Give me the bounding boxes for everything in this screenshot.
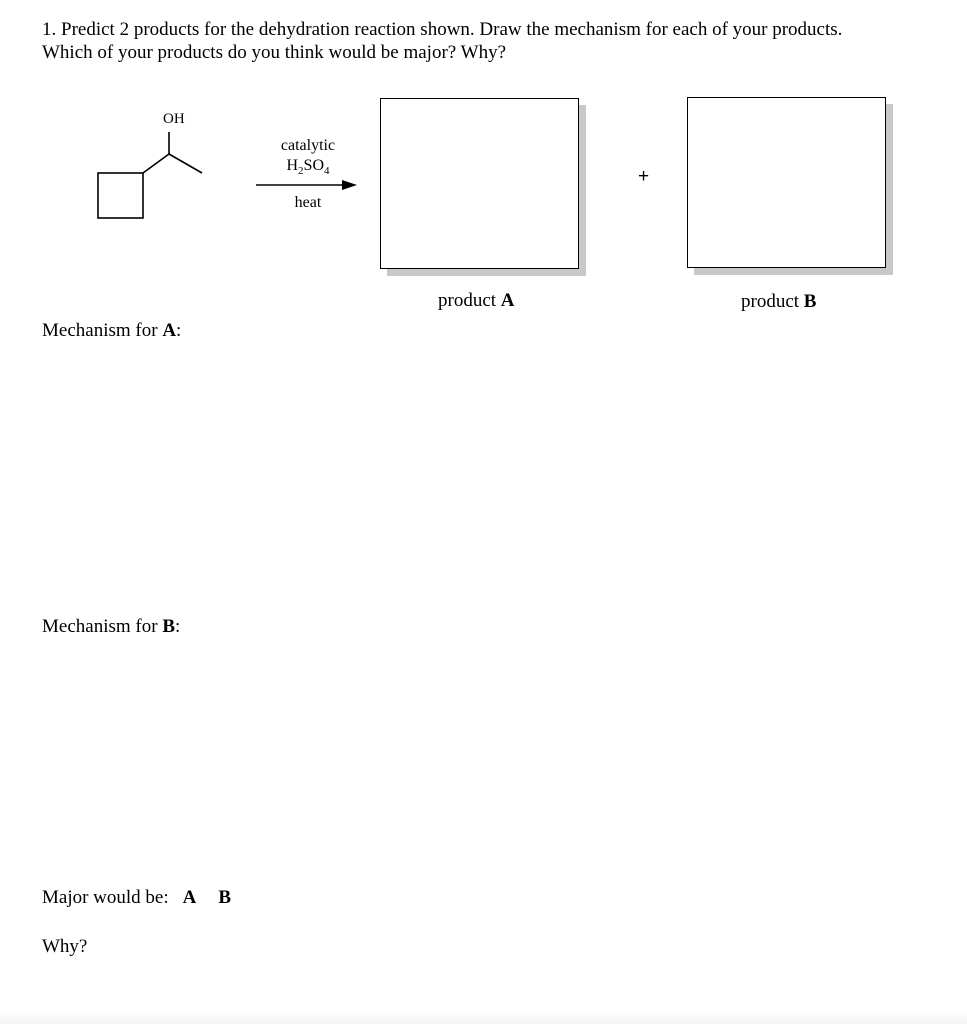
- reagent-heat: heat: [294, 194, 322, 212]
- hydroxyl-label: OH: [163, 111, 185, 127]
- cyclobutyl-ethanol-structure: [88, 104, 218, 224]
- question-line-2: Which of your products do you think would be major? Why?: [42, 42, 506, 63]
- cyclobutane-ring: [98, 173, 143, 218]
- major-label: Major would be:: [42, 887, 169, 908]
- question-text: [42, 18, 952, 64]
- question-line-1: 1. Predict 2 products for the dehydration reaction shown. Draw the mechanism for each of your products.: [42, 19, 843, 40]
- reagent-block: [252, 136, 364, 213]
- product-a-label: product A: [438, 290, 515, 311]
- bond-ring-c: [143, 154, 169, 173]
- product-b-label: product B: [741, 291, 817, 312]
- plus-sign: +: [638, 166, 650, 187]
- reagent-sulfuric-acid: $H_2SO_4$: [286, 157, 330, 178]
- product-a-box[interactable]: [380, 98, 579, 269]
- page-bottom-edge: [0, 1010, 967, 1024]
- major-option-b[interactable]: B: [218, 887, 232, 908]
- mechanism-b-label: Mechanism for B:: [42, 616, 181, 637]
- reagent-catalytic: catalytic: [280, 137, 336, 154]
- major-option-a[interactable]: A: [182, 887, 197, 908]
- bond-c-methyl: [169, 154, 202, 173]
- reaction-arrow: [254, 177, 360, 193]
- product-b-box[interactable]: [687, 97, 886, 268]
- mechanism-a-label: Mechanism for A:: [42, 320, 182, 341]
- why-label: Why?: [42, 936, 88, 957]
- major-product-question: [42, 887, 231, 909]
